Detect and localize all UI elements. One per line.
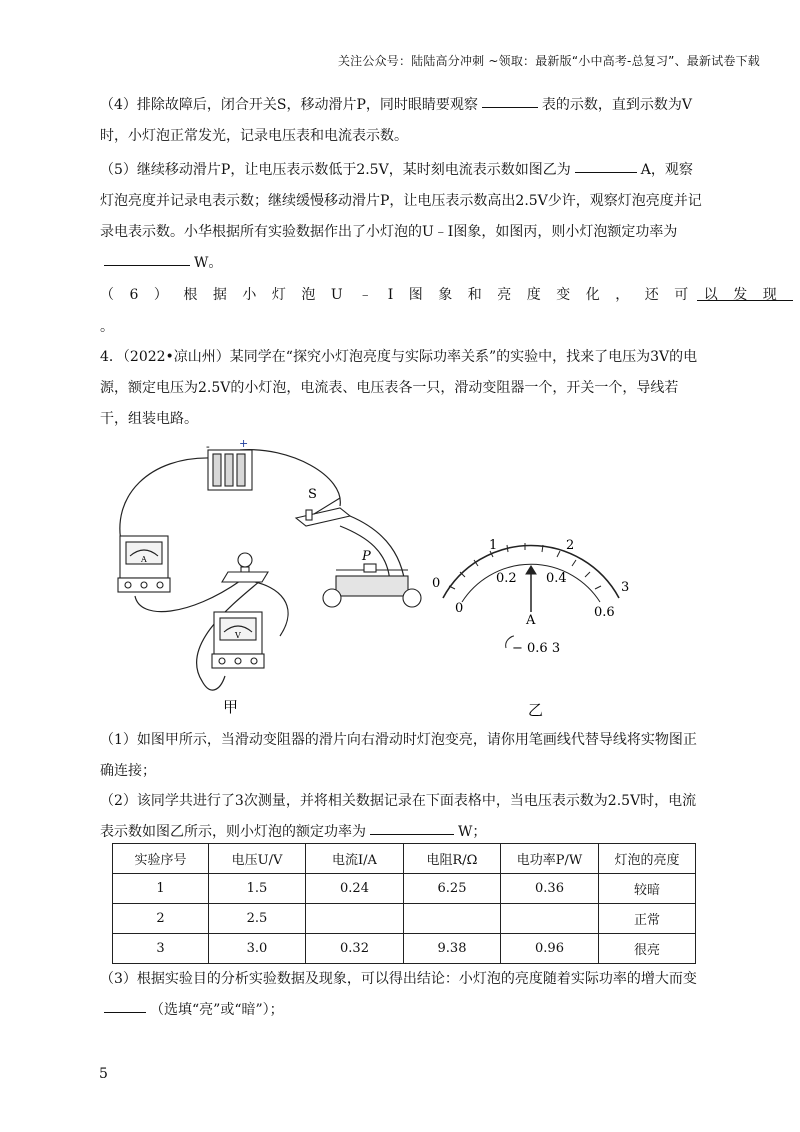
table-cell: 6.25 [404, 874, 501, 904]
inner-tick-0.6: 0.6 [594, 605, 615, 620]
table-cell: 0.24 [306, 874, 404, 904]
q4-part2 [100, 786, 705, 848]
q4-intro: 4．（2022•凉山州）某同学在“探究小灯泡亮度与实际功率关系”的实验中，找来了电压为3V的电源，额定电压为2.5V的小灯泡，电流表、电压表各一只，滑动变阻器一个，开关一个，导线若干，组装电路。 [100, 349, 698, 427]
table-cell: 0.96 [501, 934, 599, 964]
q3-part6-end: 。 [100, 319, 114, 335]
lamp [222, 553, 268, 582]
inner-tick-0: 0 [455, 601, 464, 616]
outer-tick-0: 0 [432, 576, 441, 591]
voltmeter-label: V [235, 631, 241, 640]
q4-part2-text-a: （2）该同学共进行了3次测量，并将相关数据记录在下面表格中，当电压表示数为2.5V时，电流表示数如图乙所示，则小灯泡的额定功率为 [100, 793, 697, 840]
q4-part3-text-a: （3）根据实验目的分析实验数据及现象，可以得出结论：小灯泡的亮度随着实际功率的增大而变 [100, 971, 697, 987]
table-header-cell: 电流I/A [306, 844, 404, 874]
table-cell: 3 [113, 934, 209, 964]
switch [296, 498, 350, 526]
q4-part1: （1）如图甲所示，当滑动变阻器的滑片向右滑动时灯泡变亮，请你用笔画线代替导线将实物图正确连接； [100, 732, 697, 779]
table-cell: 正常 [599, 904, 696, 934]
battery [208, 450, 252, 490]
table-cell: 较暗 [599, 874, 696, 904]
table-cell [501, 904, 599, 934]
battery-plus-label: + [239, 437, 249, 450]
table-cell: 1.5 [209, 874, 306, 904]
data-table [112, 843, 696, 964]
table-header-cell: 灯泡的亮度 [599, 844, 696, 874]
outer-tick-2: 2 [566, 538, 575, 553]
page-number: 5 [99, 1066, 108, 1082]
table-header-cell: 电阻R/Ω [404, 844, 501, 874]
q4-part3 [100, 964, 705, 1026]
meter-unit-label: A [526, 613, 536, 628]
voltmeter [212, 612, 264, 668]
table-header-cell: 电功率P/W [501, 844, 599, 874]
q3-part4 [100, 90, 705, 152]
q3-part5-text-a: （5）继续移动滑片P，让电压表示数低于2.5V，某时刻电流表示数如图乙为 [100, 162, 571, 178]
page-header: 关注公众号：陆陆高分冲刺 ~领取：最新版“小中高考-总复习”、最新试卷下载 [337, 54, 760, 68]
table-row [113, 904, 696, 934]
switch-label: S [308, 487, 317, 502]
inner-tick-0.2: 0.2 [496, 571, 517, 586]
current-meter-dial [443, 543, 619, 612]
ammeter-label: A [141, 555, 147, 564]
rheostat [323, 564, 421, 607]
table-cell: 2 [113, 904, 209, 934]
table-cell: 1 [113, 874, 209, 904]
inner-tick-0.4: 0.4 [546, 571, 567, 586]
table-header-row [113, 844, 696, 874]
figure-circuit-and-meter [100, 436, 700, 722]
wire [120, 458, 212, 546]
answer-blank[interactable] [104, 264, 190, 266]
q3-part4-text-a: （4）排除故障后，闭合开关S，移动滑片P，同时眼睛要观察 [100, 97, 478, 113]
q4-part2-text-b: W； [458, 824, 487, 840]
q3-part5-text-c: W。 [194, 255, 223, 271]
slider-label: P [362, 549, 371, 564]
q3-part6 [100, 284, 792, 304]
q4-part3-text-b: （选填“亮”或“暗”）； [150, 1002, 284, 1018]
q3-part5 [100, 155, 705, 279]
figure-jia-caption: 甲 [223, 698, 239, 716]
table-cell: 3.0 [209, 934, 306, 964]
table-cell: 2.5 [209, 904, 306, 934]
table-cell [306, 904, 404, 934]
table-row [113, 934, 696, 964]
table-cell: 0.36 [501, 874, 599, 904]
wire [240, 450, 340, 506]
q3-part6-text: （6）根据小灯泡U﹣I图象和亮度变化，还可以发现 [100, 287, 793, 303]
meter-terminals: − 0.6 3 [512, 641, 561, 656]
q3-part4-text-b: 表的示数，直到示数为 [541, 97, 682, 113]
answer-blank[interactable] [370, 833, 454, 835]
table-header-cell: 实验序号 [113, 844, 209, 874]
outer-tick-3: 3 [621, 580, 630, 595]
table-cell: 0.32 [306, 934, 404, 964]
figure-yi-caption: 乙 [528, 701, 544, 719]
table-cell [404, 904, 501, 934]
table-row [113, 874, 696, 904]
answer-blank[interactable] [104, 1011, 146, 1013]
outer-tick-1: 1 [489, 538, 498, 553]
answer-blank[interactable] [697, 299, 793, 301]
table-header-cell: 电压U/V [209, 844, 306, 874]
battery-minus-label: - [206, 440, 210, 453]
answer-blank[interactable] [575, 171, 637, 173]
table-cell: 很亮 [599, 934, 696, 964]
table-cell: 9.38 [404, 934, 501, 964]
q3-part5-text-b: A，观察灯泡亮度并记录电表示数；继续缓慢移动滑片P，让电压表示数高出2.5V少许，观察灯泡亮度并记录电表示数。小华根据所有实验数据作出了小灯泡的U﹣I图象，如图丙，则小灯泡额定功率为 [100, 162, 702, 240]
ammeter [118, 536, 170, 592]
q3-part4-text-c: V时，小灯泡正常发光，记录电压表和电流表示数。 [100, 97, 693, 144]
answer-blank[interactable] [482, 106, 538, 108]
